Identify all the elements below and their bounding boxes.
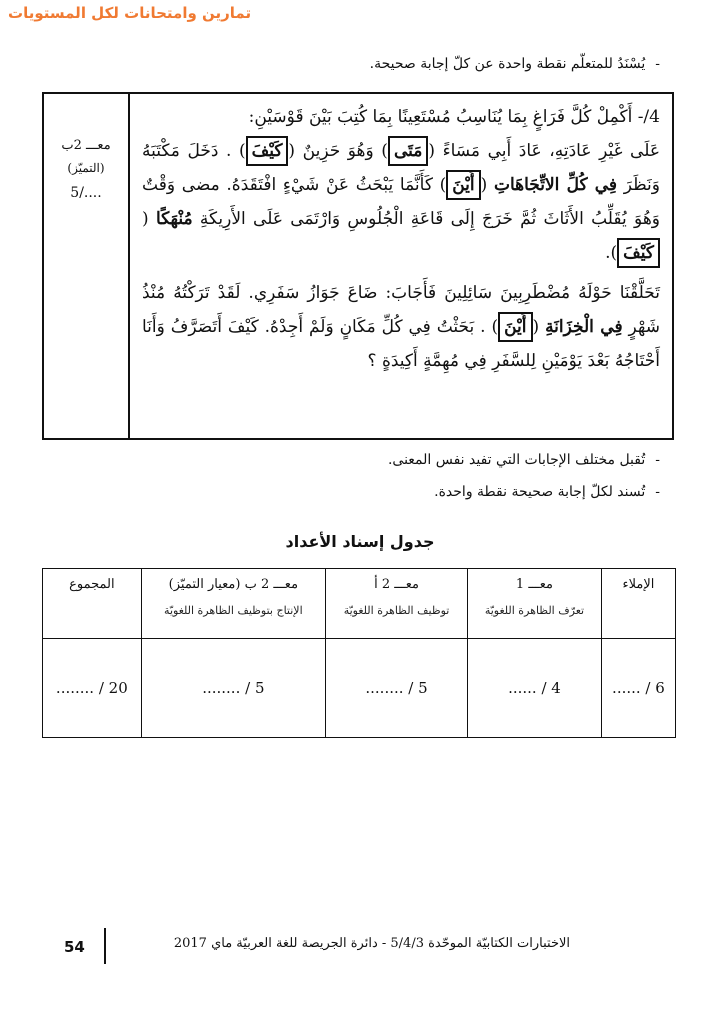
hint-box: أَيْنَ (446, 170, 480, 200)
grade-table (42, 568, 676, 738)
filled-answer: فِي الْخِزَانَةِ (545, 317, 623, 337)
table-row (43, 639, 676, 738)
page-number: 54 (64, 938, 85, 956)
score-cell: 6 / ...... (601, 639, 675, 738)
criterion-score: ..../5 (70, 185, 102, 201)
score-cell: 5 / ........ (141, 639, 325, 738)
hint-box: كَيْفَ (246, 136, 289, 166)
exercise-box (42, 92, 674, 440)
score-cell: 4 / ...... (468, 639, 602, 738)
note-answers: -تُقبل مختلف الإجابات التي تفيد نفس المعنى. (387, 452, 660, 468)
hint-box: مَتَى (388, 136, 428, 166)
exercise-paragraph-1: 4/- أَكْمِلْ كُلَّ فَرَاغٍ بِمَا يُنَاسِبُ مُسْتَعِينًا بِمَا كُتِبَ بَيْنَ قَوْسَيْنِ: عَلَى غَيْرِ عَادَتِهِ، عَادَ أَبِي مَسَاءً (مَتَى) وَهُوَ حَزِينٌ (كَيْفَ) . دَخَلَ مَكْتَبَهُ وَنَظَرَ فِي كُلِّ الاتِّجَاهَاتِ (أَيْنَ) كَأَنَّمَا يَبْحَثُ عَنْ شَيْءٍ افْتَقَدَهُ. مضى وَقْتٌ وَهُوَ يُقَلِّبُ الأَثَاثَ ثُمَّ خَرَجَ إِلَى قَاعَةِ الْجُلُوسِ وَارْتَمَى عَلَى الأَرِيكَةِ مُنْهَكًا (كَيْفَ). (142, 100, 660, 270)
hint-box: كَيْفَ (617, 238, 660, 268)
criterion-cell (44, 94, 130, 438)
exercise-paragraph-2: تَحَلَّقْنَا حَوْلَهُ مُضْطَرِبِينَ سَائِلِينَ فَأَجَابَ: ضَاعَ جَوَازُ سَفَرِي. لَقَدْ تَرَكْتُهُ مُنْذُ شَهْرٍ فِي الْخِزَانَةِ (أَيْنَ) . بَحَثْتُ فِي كُلِّ مَكَانٍ وَلَمْ أَجِدْهُ. كَيْفَ أَتَصَرَّفُ وَأَنَا أَحْتَاجُهُ بَعْدَ يَوْمَيْنِ لِلسَّفَرِ فِي مُهِمَّةٍ أَكِيدَةٍ ؟ (142, 283, 660, 371)
filled-answer: مُنْهَكًا (155, 209, 193, 229)
table-title: جدول إسناد الأعداد (285, 532, 435, 551)
watermark: تمارين وامتحانات لكل المستويات (8, 4, 252, 22)
footer-text: الاختبارات الكتابيّة الموحّدة 5/4/3 - دائرة الجريصة للغة العربيّة ماي 2017 (173, 936, 570, 951)
table-header-cell: معـــ 2 أ توظيف الظاهرة اللغويّة (326, 569, 468, 639)
exercise-title: 4/- أَكْمِلْ كُلَّ فَرَاغٍ بِمَا يُنَاسِبُ مُسْتَعِينًا بِمَا كُتِبَ بَيْنَ قَوْسَيْنِ: (248, 107, 660, 127)
table-header-row (43, 569, 676, 639)
note-top: -يُسْنَدُ للمتعلّم نقطة واحدة عن كلّ إجابة صحيحة. (369, 56, 660, 72)
hint-box: أَيْنَ (498, 312, 532, 342)
filled-answer: فِي كُلِّ الاتِّجَاهَاتِ (493, 175, 618, 195)
table-header-cell: معـــ 1 تعرّف الظاهرة اللغويّة (468, 569, 602, 639)
score-cell: 20 / ........ (43, 639, 142, 738)
exercise-text (132, 94, 672, 438)
criterion-sub: (التميّز) (67, 161, 105, 175)
table-header-cell: الإملاء (601, 569, 675, 639)
score-cell: 5 / ........ (326, 639, 468, 738)
footer-divider (104, 928, 106, 964)
table-header-cell: المجموع (43, 569, 142, 639)
table-header-cell: معـــ 2 ب (معيار التميّز) الإنتاج بتوظيف الظاهرة اللغويّة (141, 569, 325, 639)
note-points: -تُسند لكلّ إجابة صحيحة نقطة واحدة. (434, 484, 660, 500)
criterion-label: معـــ 2ب (61, 138, 111, 153)
